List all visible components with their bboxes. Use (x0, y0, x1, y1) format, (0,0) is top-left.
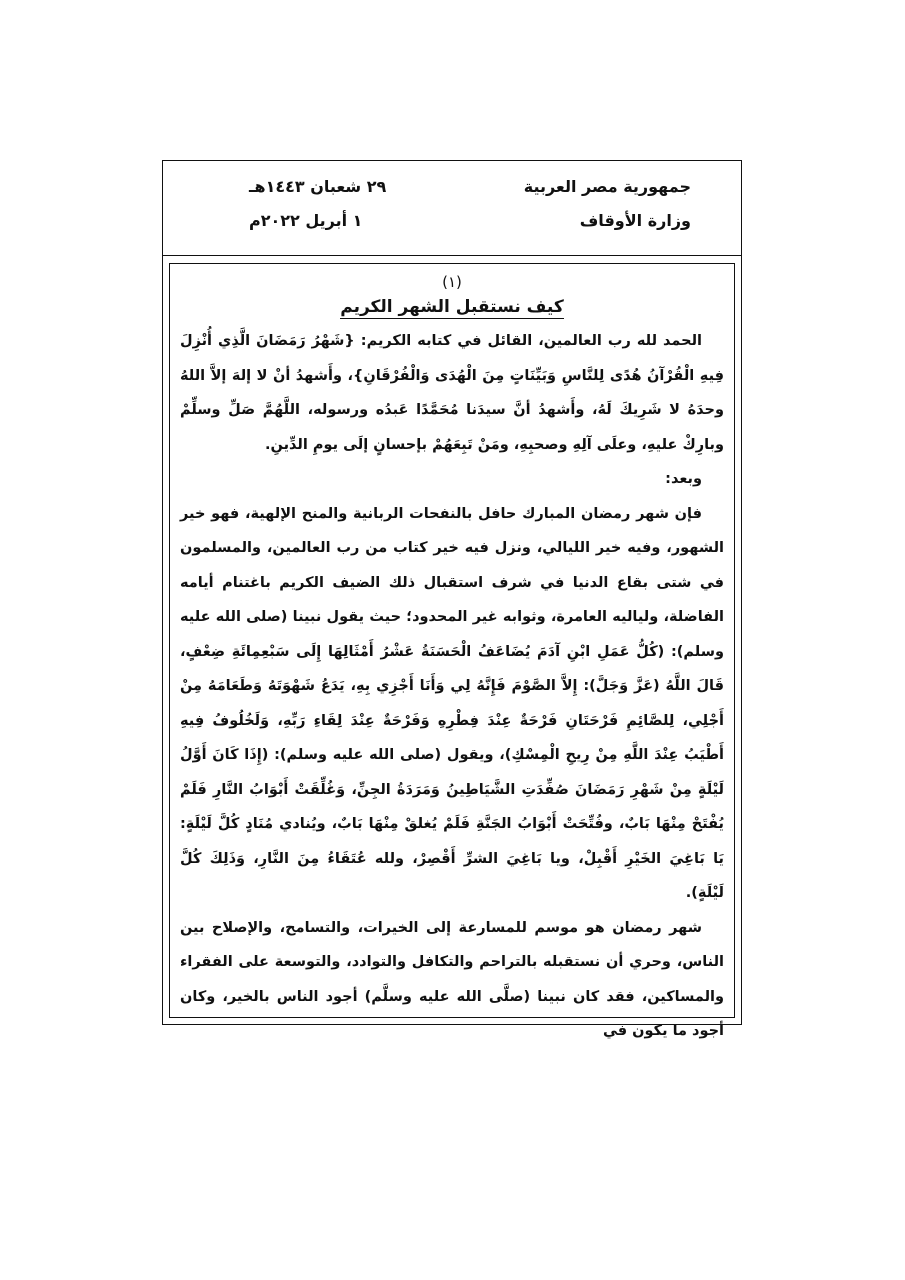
ministry-name: وزارة الأوقاف (579, 211, 691, 230)
sermon-paragraph-1: فإن شهر رمضان المبارك حافل بالنفحات الربانية والمنح الإلهية، فهو خير الشهور، وفيه خير الليالي، ونزل فيه خير كتاب من رب العالمين، والمسلمون في شتى بقاع الدنيا في شرف استقبال ذلك الضيف الكريم باغتنام أيامه الفاضلة، ولياليه العامرة، وثوابه غير المحدود؛ حيث يقول نبينا (صلى الله عليه وسلم): (كُلُّ عَمَلِ ابْنِ آدَمَ يُضَاعَفُ الْحَسَنَةُ عَشْرُ أَمْثَالِهَا إِلَى سَبْعِمِائَةِ ضِعْفٍ، قَالَ اللَّهُ (عَزَّ وَجَلَّ): إِلاَّ الصَّوْمَ فَإِنَّهُ لِي وَأَنَا أَجْزِي بِهِ، يَدَعُ شَهْوَتَهُ وَطَعَامَهُ مِنْ أَجْلِي، لِلصَّائِمِ فَرْحَتَانِ فَرْحَةٌ عِنْدَ فِطْرِهِ وَفَرْحَةٌ عِنْدَ لِقَاءِ رَبِّهِ، وَلَخُلُوفُ فِيهِ أَطْيَبُ عِنْدَ اللَّهِ مِنْ رِيحِ الْمِسْكِ)، ويقول (صلى الله عليه وسلم): (إِذَا كَانَ أَوَّلُ لَيْلَةٍ مِنْ شَهْرِ رَمَضَانَ صُفِّدَتِ الشَّيَاطِينُ وَمَرَدَةُ الجِنِّ، وَغُلِّقَتْ أَبْوَابُ النَّارِ فَلَمْ يُفْتَحْ مِنْهَا بَابٌ، وفُتِّحَتْ أَبْوَابُ الجَنَّةِ فَلَمْ يُغلقْ مِنْهَا بَابٌ، ويُنادي مُنَادٍ كُلَّ لَيْلَةٍ: يَا بَاغِيَ الخَيْرِ أَقْبِلْ، ويا بَاغِيَ الشرِّ أَقْصِرْ، ولله عُتَقَاءُ مِنَ النَّارِ، وَذَلِكَ كُلَّ لَيْلَةٍ). (180, 505, 724, 901)
sermon-title-text: كيف نستقبل الشهر الكريم (340, 297, 564, 317)
sermon-title (180, 294, 724, 320)
hijri-date: ٢٩ شعبان ١٤٤٣هـ (249, 177, 387, 196)
sermon-body (169, 263, 735, 1039)
country-name: جمهورية مصر العربية (523, 177, 691, 196)
gregorian-date: ١ أبريل ٢٠٢٢م (249, 211, 363, 230)
document-page (162, 160, 742, 1039)
sermon-paragraph-2: شهر رمضان هو موسم للمسارعة إلى الخيرات، والتسامح، والإصلاح بين الناس، وحري أن نستقبله بالتراحم والتكافل والتوادد، والتوسعة على الفقراء والمساكين، فقد كان نبينا (صلَّى الله عليه وسلَّم) أجود الناس بالخير، وكان أجود ما يكون في (180, 919, 724, 1039)
wa-baad-label: وبعد: (665, 471, 702, 487)
document-header (163, 161, 741, 256)
sermon-number: (١) (442, 273, 462, 291)
sermon-intro: الحمد لله رب العالمين، القائل في كتابه الكريم: {شَهْرُ رَمَضَانَ الَّذِي أُنْزِلَ فِيهِ الْقُرْآنُ هُدًى لِلنَّاسِ وَبَيِّنَاتٍ مِنَ الْهُدَى وَالْفُرْقَانِ}، وأَشهدُ أنْ لا إلهَ إلاَّ اللهُ وحدَهُ لا شَرِيكَ لَهُ، وأَشهدُ أنَّ سيدَنا مُحَمَّدًا عَبدُه ورسوله، اللَّهُمَّ صَلِّ وسلِّمْ وبارِكْ عليهِ، وعلَى آلِهِ وصحبِهِ، ومَنْ تَبِعَهُمْ بإحسانٍ إلَى يومِ الدِّينِ. (180, 333, 724, 453)
